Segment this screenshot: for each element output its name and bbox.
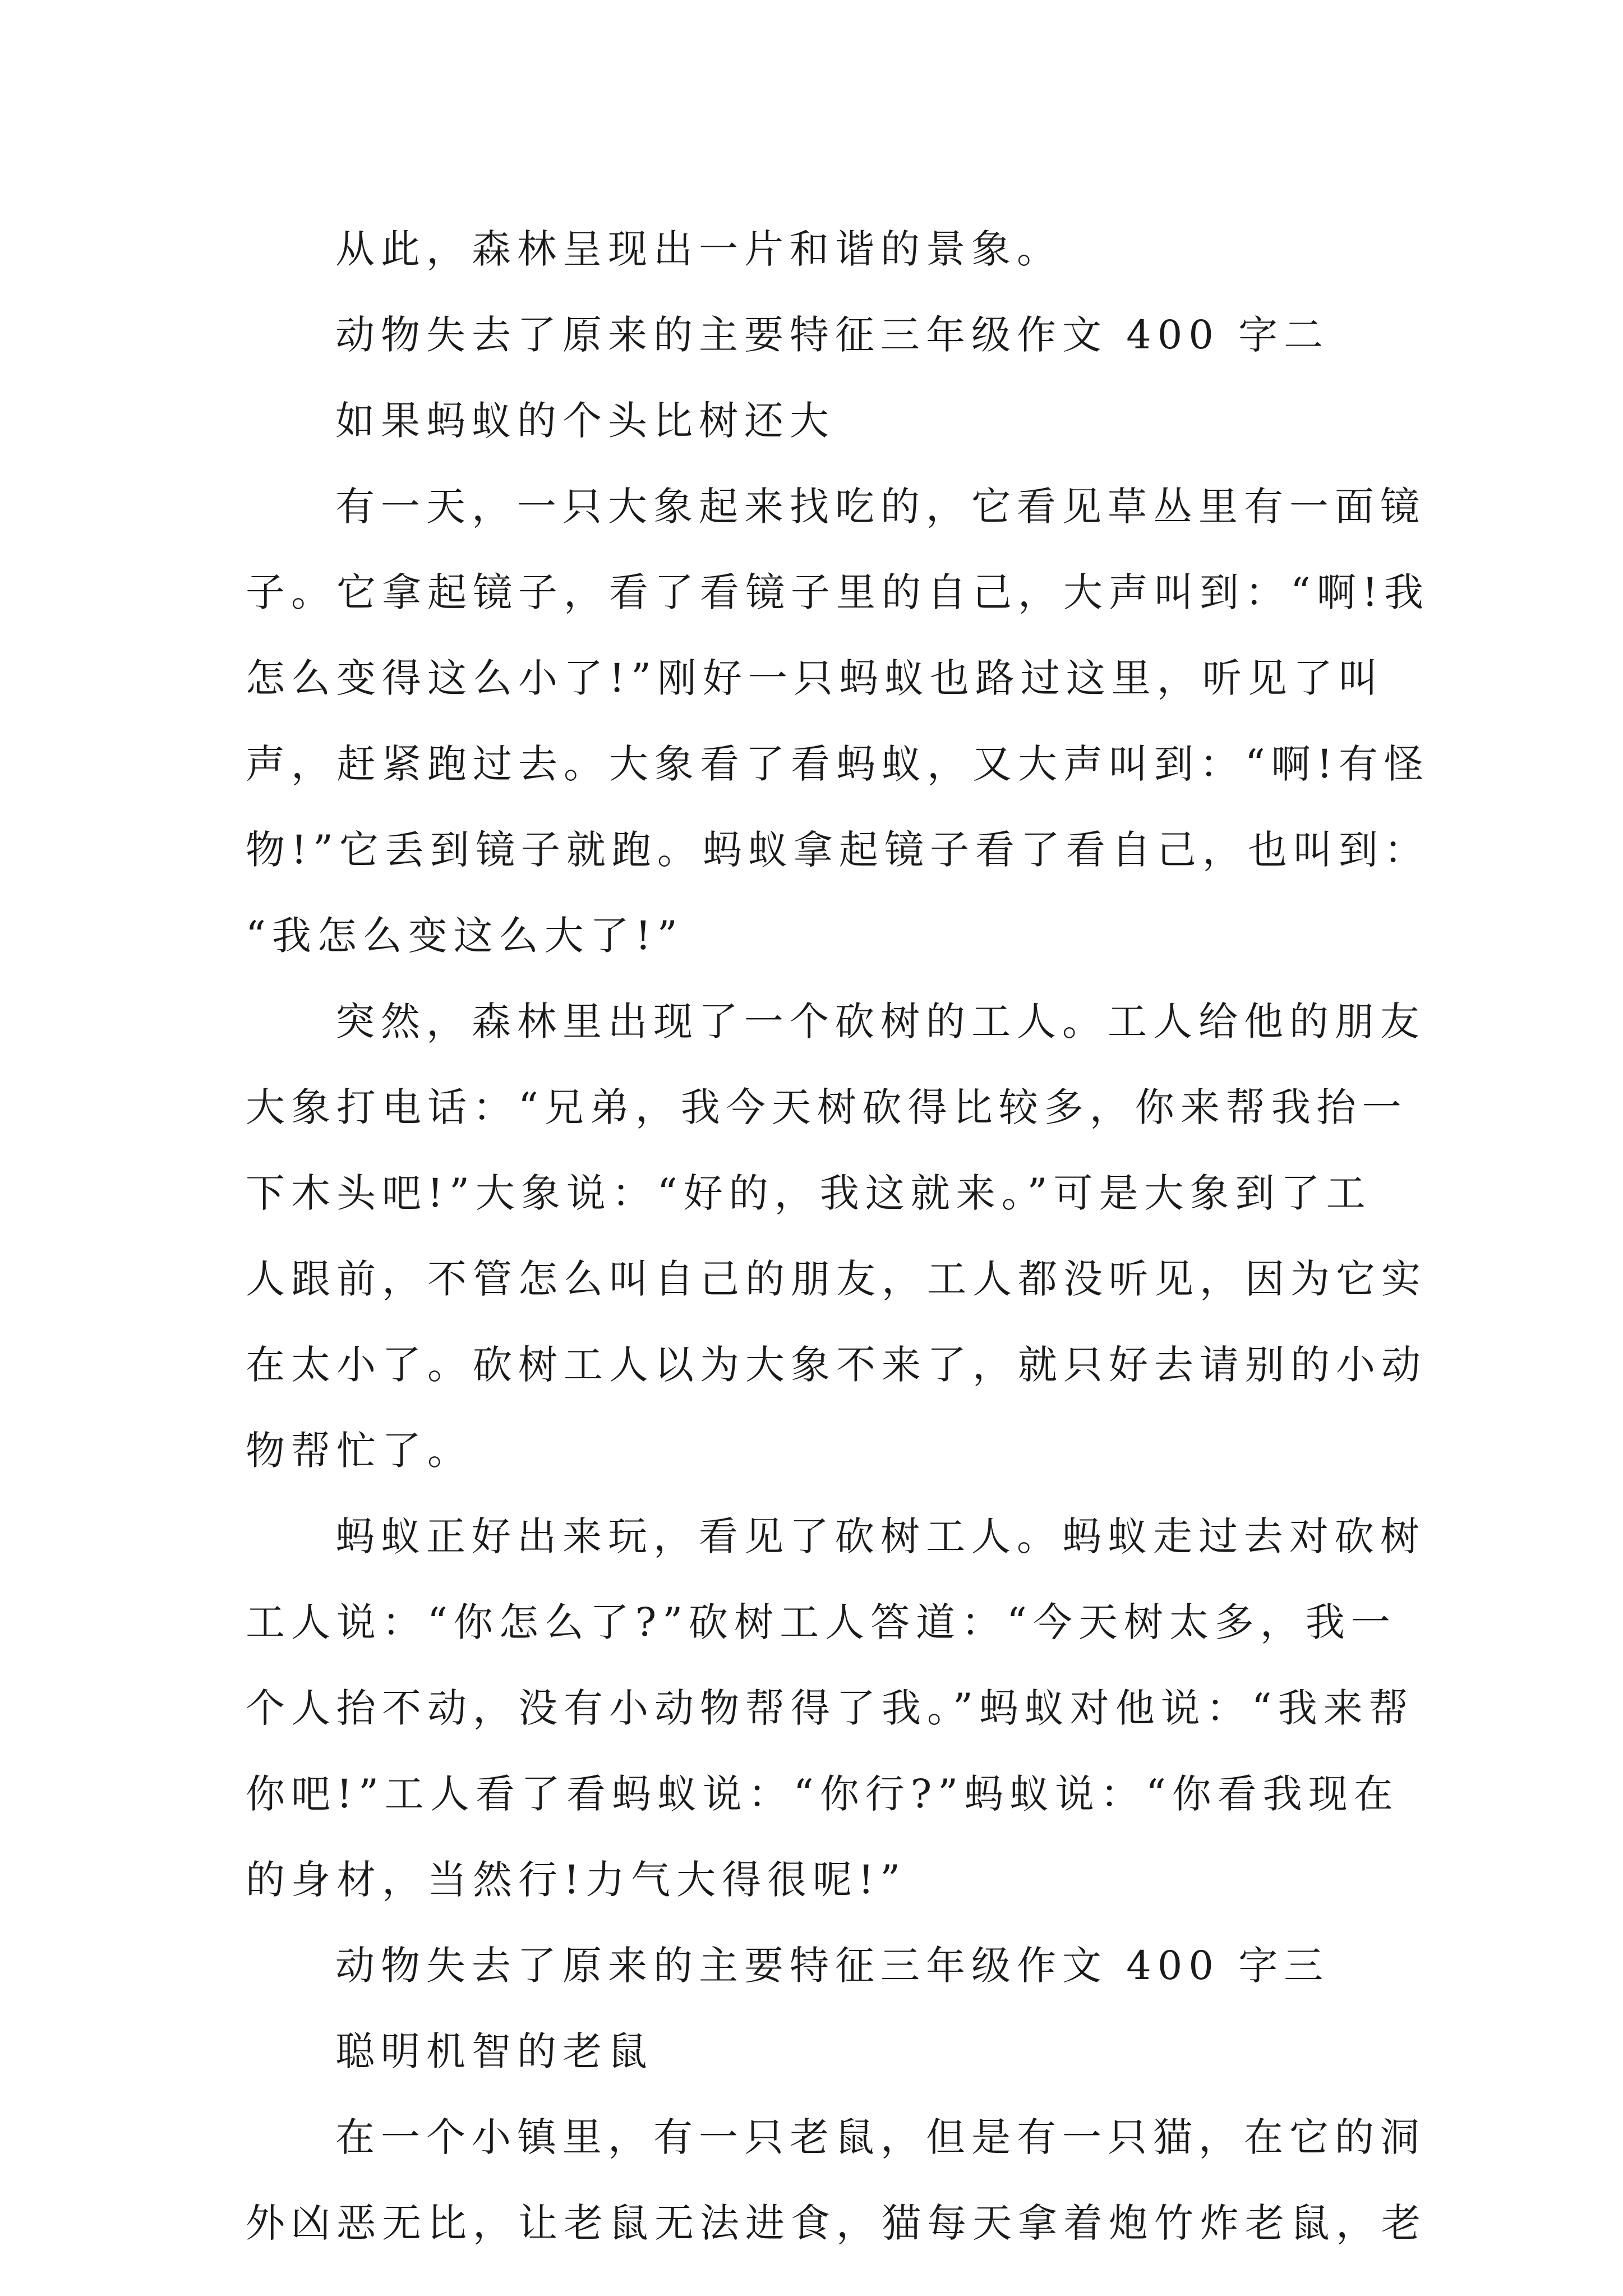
text-line: 个人抬不动，没有小动物帮得了我。”蚂蚁对他说：“我来帮 — [246, 1685, 1414, 1731]
paragraph — [246, 464, 1430, 979]
text-line: 子。它拿起镜子，看了看镜子里的自己，大声叫到：“啊!我 — [246, 569, 1430, 615]
paragraph — [246, 1494, 1426, 1923]
paragraph — [246, 2095, 1427, 2266]
text-line: 动物失去了原来的主要特征三年级作文 400 字二 — [335, 312, 1330, 358]
text-line: 从此，森林呈现出一片和谐的景象。 — [335, 226, 1062, 272]
text-line: 的身材，当然行!力气大得很呢!” — [246, 1857, 907, 1903]
section-heading-2 — [246, 292, 1399, 378]
text-line: 动物失去了原来的主要特征三年级作文 400 字三 — [335, 1943, 1330, 1989]
text-line: 物!”它丢到镜子就跑。蚂蚁拿起镜子看了看自己，也叫到： — [246, 827, 1430, 873]
text-line: 聪明机智的老鼠 — [335, 2028, 653, 2074]
text-line: 下木头吧!”大象说：“好的，我这就来。”可是大象到了工 — [246, 1170, 1372, 1216]
text-line: 突然，森林里出现了一个砍树的工人。工人给他的朋友 — [335, 999, 1426, 1045]
text-line: 人跟前，不管怎么叫自己的朋友，工人都没听见，因为它实 — [246, 1256, 1427, 1302]
section-heading-3 — [246, 1923, 1399, 2009]
text-line: 声，赶紧跑过去。大象看了看蚂蚁，又大声叫到：“啊!有怪 — [246, 741, 1430, 787]
text-line: 在一个小镇里，有一只老鼠，但是有一只猫，在它的洞 — [335, 2114, 1426, 2160]
text-line: “我怎么变这么大了!” — [246, 913, 684, 959]
text-line: 在太小了。砍树工人以为大象不来了，就只好去请别的小动 — [246, 1342, 1427, 1388]
text-line: 工人说：“你怎么了?”砍树工人答道：“今天树太多，我一 — [246, 1599, 1396, 1645]
text-line: 你吧!”工人看了看蚂蚁说：“你行?”蚂蚁说：“你看我现在 — [246, 1771, 1399, 1817]
text-line: 有一天，一只大象起来找吃的，它看见草丛里有一面镜 — [335, 484, 1426, 530]
paragraph — [246, 979, 1427, 1494]
text-line: 蚂蚁正好出来玩，看见了砍树工人。蚂蚁走过去对砍树 — [335, 1513, 1426, 1559]
story-title-3 — [246, 2009, 1399, 2095]
text-line: 怎么变得这么小了!”刚好一只蚂蚁也路过这里，听见了叫 — [246, 655, 1384, 701]
text-line: 物帮忙了。 — [246, 1428, 473, 1474]
text-line: 大象打电话：“兄弟，我今天树砍得比较多，你来帮我抬一 — [246, 1084, 1408, 1130]
text-line: 外凶恶无比，让老鼠无法进食，猫每天拿着炮竹炸老鼠，老 — [246, 2200, 1427, 2246]
text-line: 如果蚂蚁的个头比树还大 — [335, 398, 835, 444]
story-title-2 — [246, 378, 1399, 464]
closing-sentence — [246, 206, 1399, 292]
